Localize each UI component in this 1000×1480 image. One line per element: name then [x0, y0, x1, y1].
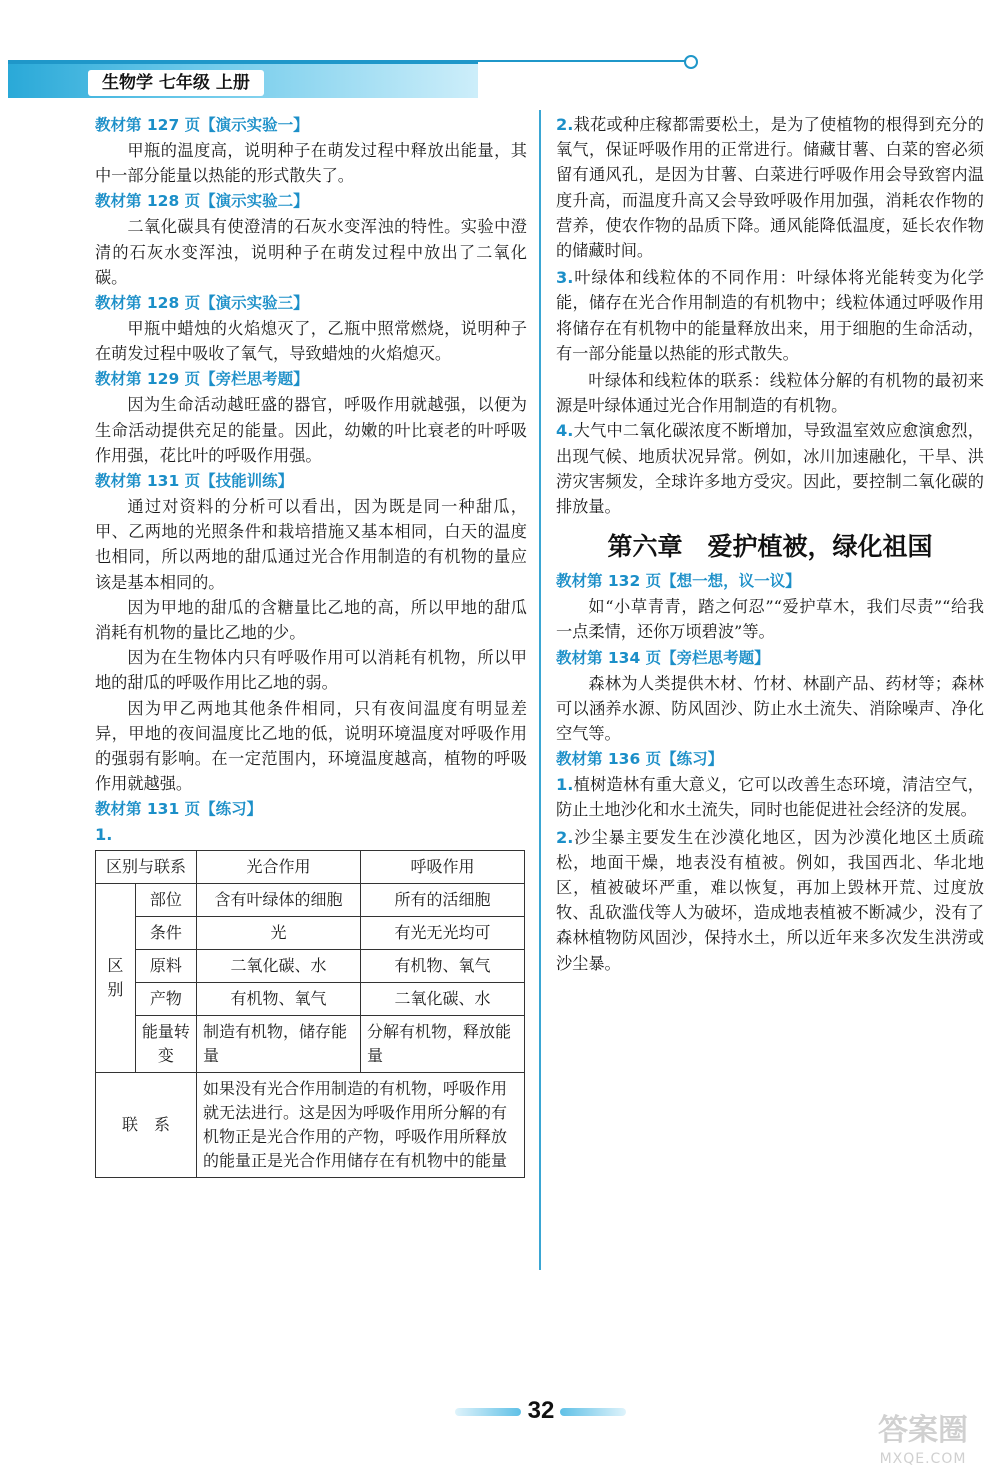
- table-header-row: [96, 850, 525, 883]
- answer-paragraph: 如“小草青青，踏之何忍”“爱护草木，我们尽责”“给我一点柔情，还你万顷碧波”等。: [556, 597, 984, 642]
- numbered-answer: [556, 265, 984, 366]
- table-group-cell: 区别: [96, 883, 136, 1072]
- section-ref: 教材第 128 页【演示实验三】: [95, 294, 309, 313]
- answer-number: 2.: [556, 115, 574, 134]
- table-cell: 有光无光均可: [360, 916, 524, 949]
- page-header: [0, 0, 1000, 110]
- answer-text: 栽花或种庄稼都需要松土，是为了使植物的根得到充分的氧气，保证呼吸作用的正常进行。储藏甘薯、白菜的窖必须留有通风孔，是因为甘薯、白菜进行呼吸作用会导致窖内温度升高，而温度升高又会导致呼吸作用加强，消耗农作物的营养，使农作物的品质下降。通风能降低温度，延长农作物的储藏时间。: [556, 115, 984, 261]
- section-ref: 教材第 134 页【旁栏思考题】: [556, 648, 770, 667]
- section-ref: 教材第 127 页【演示实验一】: [95, 116, 309, 134]
- table-cell: 含有叶绿体的细胞: [197, 883, 361, 916]
- answer-paragraph: 二氧化碳具有使澄清的石灰水变浑浊的特性。实验中澄清的石灰水变浑浊，说明种子在萌发过程中放出了二氧化碳。: [95, 217, 527, 287]
- table-cell: 光: [197, 916, 361, 949]
- answer-paragraph: 甲瓶中蜡烛的火焰熄灭了，乙瓶中照常燃烧，说明种子在萌发过程中吸收了氧气，导致蜡烛的火焰熄灭。: [95, 319, 527, 364]
- answer-paragraph: 森林为人类提供木材、竹材、林副产品、药材等；森林可以涵养水源、防风固沙、防止水土流失、消除噪声、净化空气等。: [556, 673, 984, 744]
- table-header-cell: 区别与联系: [96, 850, 197, 883]
- page-footer: [0, 1395, 1000, 1435]
- table-link-row: [96, 1072, 525, 1177]
- answer-text: 沙尘暴主要发生在沙漠化地区，因为沙漠化地区土质疏松，地面干燥，地表没有植被。例如，我国西北、华北地区，植被破坏严重，难以恢复，再加上毁林开荒、过度放牧、乱砍滥伐等人为破坏，造成地表植被不断减少，没有了森林植物防风固沙，保持水土，所以近年来多次发生洪涝或沙尘暴。: [556, 827, 984, 973]
- table-cell: 二氧化碳、水: [197, 949, 361, 982]
- footer-ornament-left: [455, 1408, 521, 1416]
- table-row: [96, 916, 525, 949]
- answer-paragraph: 因为在生物体内只有呼吸作用可以消耗有机物，所以甲地的甜瓜的呼吸作用比乙地的弱。: [95, 648, 527, 693]
- header-rule-end-dot: [684, 55, 698, 69]
- answer-paragraph: 因为生命活动越旺盛的器官，呼吸作用就越强，以便为生命活动提供充足的能量。因此，幼嫩的叶比衰老的叶呼吸作用强，花比叶的呼吸作用强。: [95, 395, 527, 465]
- column-divider: [539, 110, 541, 1270]
- table-cell: 制造有机物，储存能量: [197, 1015, 361, 1072]
- section-ref: 教材第 131 页【练习】: [95, 800, 263, 819]
- table-key-cell: 能量转变: [135, 1015, 196, 1072]
- table-cell: 有机物、氧气: [197, 982, 361, 1015]
- section-ref: 教材第 131 页【技能训练】: [95, 472, 294, 491]
- section-ref: 教材第 128 页【演示实验二】: [95, 192, 309, 211]
- answer-number: 3.: [556, 268, 574, 288]
- numbered-answer: [556, 418, 984, 519]
- numbered-answer: [556, 772, 984, 822]
- chapter-heading: 第六章 爱护植被，绿化祖国: [607, 532, 933, 562]
- book-title: 生物学 七年级 上册: [88, 70, 264, 96]
- table-key-cell: 部位: [135, 883, 196, 916]
- numbered-answer: [556, 112, 984, 263]
- answer-paragraph: 因为甲地的甜瓜的含糖量比乙地的高，所以甲地的甜瓜消耗有机物的量比乙地的少。: [95, 597, 527, 643]
- answer-paragraph: 甲瓶的温度高，说明种子在萌发过程中释放出能量，其中一部分能量以热能的形式散失了。: [95, 141, 527, 186]
- table-row: [96, 982, 525, 1015]
- table-key-cell: 原料: [135, 949, 196, 982]
- table-row: [96, 949, 525, 982]
- table-header-cell: 呼吸作用: [360, 850, 524, 883]
- table-cell: 分解有机物，释放能量: [360, 1015, 524, 1072]
- answer-paragraph: 因为甲乙两地其他条件相同，只有夜间温度有明显差异，甲地的夜间温度比乙地的低，说明环境温度对呼吸作用的强弱有影响。在一定范围内，环境温度越高，植物的呼吸作用就越强。: [95, 698, 527, 794]
- table-link-text: 如果没有光合作用制造的有机物，呼吸作用就无法进行。这是因为呼吸作用所分解的有机物正是光合作用的产物，呼吸作用所释放的能量正是光合作用储存在有机物中的能量: [197, 1072, 525, 1177]
- table-cell: 二氧化碳、水: [360, 982, 524, 1015]
- answer-paragraph: 叶绿体和线粒体的联系：线粒体分解的有机物的最初来源是叶绿体通过光合作用制造的有机物。: [556, 371, 984, 416]
- numbered-answer: [556, 825, 984, 976]
- watermark-text: 答案圈: [878, 1413, 968, 1448]
- answer-paragraph: 通过对资料的分析可以看出，因为既是同一种甜瓜，甲、乙两地的光照条件和栽培措施又基本相同，白天的温度也相同，所以两地的甜瓜通过光合作用制造的有机物的量应该是基本相同的。: [95, 497, 527, 592]
- answer-text: 大气中二氧化碳浓度不断增加，导致温室效应愈演愈烈，出现气候、地质状况异常。例如，冰川加速融化，干旱、洪涝灾害频发，全球许多地方受灾。因此，要控制二氧化碳的排放量。: [556, 421, 984, 517]
- table-row: [96, 1015, 525, 1072]
- section-ref: 教材第 132 页【想一想，议一议】: [556, 572, 801, 591]
- table-header-cell: 光合作用: [197, 850, 361, 883]
- table-key-cell: 产物: [135, 982, 196, 1015]
- answer-number: 2.: [556, 827, 574, 847]
- section-ref: 教材第 136 页【练习】: [556, 750, 724, 769]
- answer-text: 叶绿体和线粒体的不同作用：叶绿体将光能转变为化学能，储存在光合作用制造的有机物中；线粒体通过呼吸作用将储存在有机物中的能量释放出来，用于细胞的生命活动，有一部分能量以热能的形式散失。: [556, 268, 984, 363]
- watermark-url: MXQE.COM: [879, 1451, 967, 1467]
- question-number-label: 1.: [95, 825, 113, 845]
- table-cell: 有机物、氧气: [360, 949, 524, 982]
- section-ref: 教材第 129 页【旁栏思考题】: [95, 370, 309, 389]
- table-key-cell: 条件: [135, 916, 196, 949]
- table-link-label: 联 系: [96, 1072, 197, 1177]
- question-number: [95, 822, 527, 847]
- answer-number: 1.: [556, 775, 574, 795]
- left-column: [95, 112, 527, 1178]
- comparison-table: [95, 850, 525, 1178]
- answer-text: 植树造林有重大意义，它可以改善生态环境，清洁空气，防止土地沙化和水土流失，同时也能促进社会经济的发展。: [556, 775, 984, 820]
- page-number: 32: [527, 1397, 555, 1424]
- table-cell: 所有的活细胞: [360, 883, 524, 916]
- right-column: [556, 112, 984, 978]
- footer-ornament-right: [560, 1408, 626, 1416]
- table-row: [96, 883, 525, 916]
- answer-number: 4.: [556, 421, 574, 441]
- watermark-logo: [858, 1412, 988, 1474]
